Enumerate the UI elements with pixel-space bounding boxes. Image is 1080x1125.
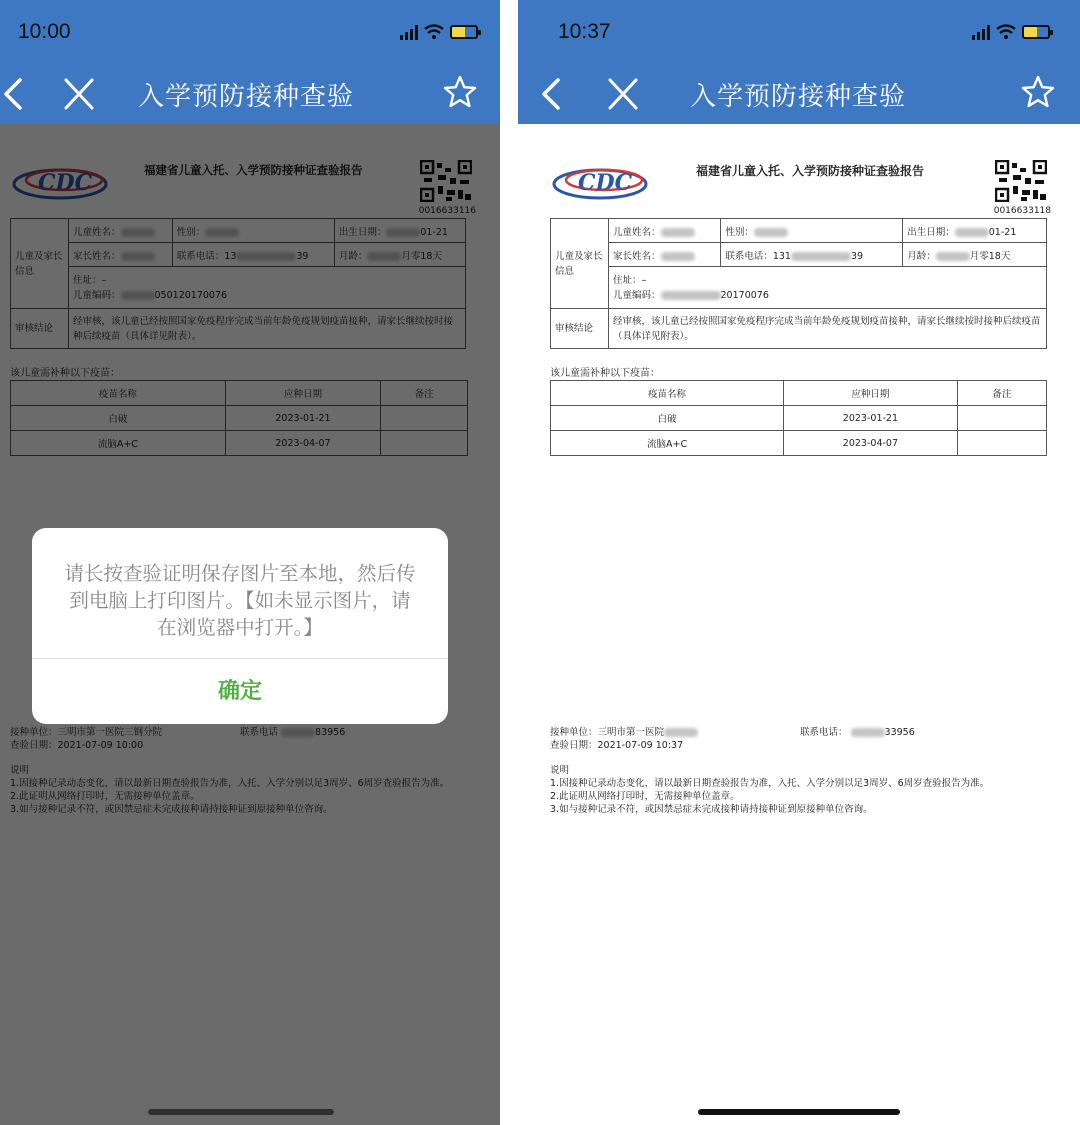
report-title: 福建省儿童入托、入学预防接种证查验报告 xyxy=(696,164,925,178)
star-icon[interactable] xyxy=(442,74,478,110)
vax-header-name: 疫苗名称 xyxy=(551,381,784,406)
qr-code xyxy=(995,160,1047,202)
vax-header-date: 应种日期 xyxy=(784,381,958,406)
address-code-cell: 住址：– 儿童编码： 20170076 xyxy=(609,267,1047,309)
battery-icon xyxy=(1022,25,1050,39)
report-view xyxy=(518,124,1080,1125)
home-indicator[interactable] xyxy=(148,1109,334,1115)
star-icon[interactable] xyxy=(1020,74,1056,110)
nav-bar xyxy=(0,0,500,124)
phone-screen-right xyxy=(518,0,1080,1125)
signal-icon xyxy=(400,24,418,40)
table-row: 流脑A+C 2023-04-07 xyxy=(551,431,1047,456)
status-time: 10:00 xyxy=(18,20,71,43)
need-title: 该儿童需补种以下疫苗： xyxy=(550,368,660,379)
back-icon[interactable] xyxy=(0,74,34,114)
close-icon[interactable] xyxy=(606,76,640,112)
vaccine-table xyxy=(550,380,1047,456)
status-time: 10:37 xyxy=(558,20,611,43)
home-indicator[interactable] xyxy=(698,1109,900,1115)
section-label: 儿童及家长信息 xyxy=(551,219,609,309)
vax-header-note: 备注 xyxy=(957,381,1046,406)
close-icon[interactable] xyxy=(62,76,96,112)
review-label: 审核结论 xyxy=(551,309,609,349)
cdc-logo xyxy=(552,160,652,204)
battery-icon xyxy=(450,25,478,39)
alert-dialog xyxy=(32,528,448,724)
check-date: 查验日期：2021-07-09 10:37 xyxy=(550,740,684,751)
serial-number: 0016633118 xyxy=(993,206,1051,216)
svg-text:CDC: CDC xyxy=(578,170,633,196)
review-text: 经审核，该儿童已经按照国家免疫程序完成当前年龄免疫规划疫苗接种，请家长继续按时接种后续疫苗（具体详见附表）。 xyxy=(609,309,1047,349)
confirm-button[interactable]: 确定 xyxy=(217,679,262,704)
signal-icon xyxy=(972,24,990,40)
child-info-table xyxy=(550,218,1047,349)
wifi-icon xyxy=(424,24,444,40)
report-footer: 接种单位：三明市第一医院 联系电话： 33956 查验日期：2021-07-09 10:37 说明 1.因接种记录动态变化，请以最新日期查验报告为准，入托、入学分别以足3周岁、6周岁查验报告为准。 2.此证明从网络打印时，无需接种单位盖章。 3.如与接种记录不符，或因禁忌症未完成接种请持接种证到原接种单位咨询。 xyxy=(550,726,1047,816)
table-row: 白破 2023-01-21 xyxy=(551,406,1047,431)
age-cell: 月龄： 月零18天 xyxy=(903,243,1047,267)
child-name-cell: 儿童姓名： xyxy=(609,219,721,243)
dialog-message: 请长按查验证明保存图片至本地，然后传到电脑上打印图片。【如未显示图片，请在浏览器中打开。】 xyxy=(64,562,416,639)
status-bar xyxy=(518,18,1080,50)
nav-bar xyxy=(518,0,1080,124)
phone-screen-left xyxy=(0,0,500,1125)
back-icon[interactable] xyxy=(538,74,572,114)
contact-cell: 联系电话：131 39 xyxy=(721,243,903,267)
status-bar xyxy=(0,18,500,50)
gender-cell: 性别： xyxy=(721,219,903,243)
vaccination-unit: 接种单位：三明市第一医院 xyxy=(550,727,665,738)
screen-divider xyxy=(500,0,518,1125)
parent-name-cell: 家长姓名： xyxy=(609,243,721,267)
notes: 说明 1.因接种记录动态变化，请以最新日期查验报告为准，入托、入学分别以足3周岁、6周岁查验报告为准。 2.此证明从网络打印时，无需接种单位盖章。 3.如与接种记录不符，或因禁忌症未完成接种请持接种证到原接种单位咨询。 xyxy=(550,765,990,815)
unit-phone-label: 联系电话： xyxy=(800,727,848,738)
page-title: 入学预防接种查验 xyxy=(138,82,355,112)
birth-cell: 出生日期： 01-21 xyxy=(903,219,1047,243)
wifi-icon xyxy=(996,24,1016,40)
page-title: 入学预防接种查验 xyxy=(690,82,907,112)
